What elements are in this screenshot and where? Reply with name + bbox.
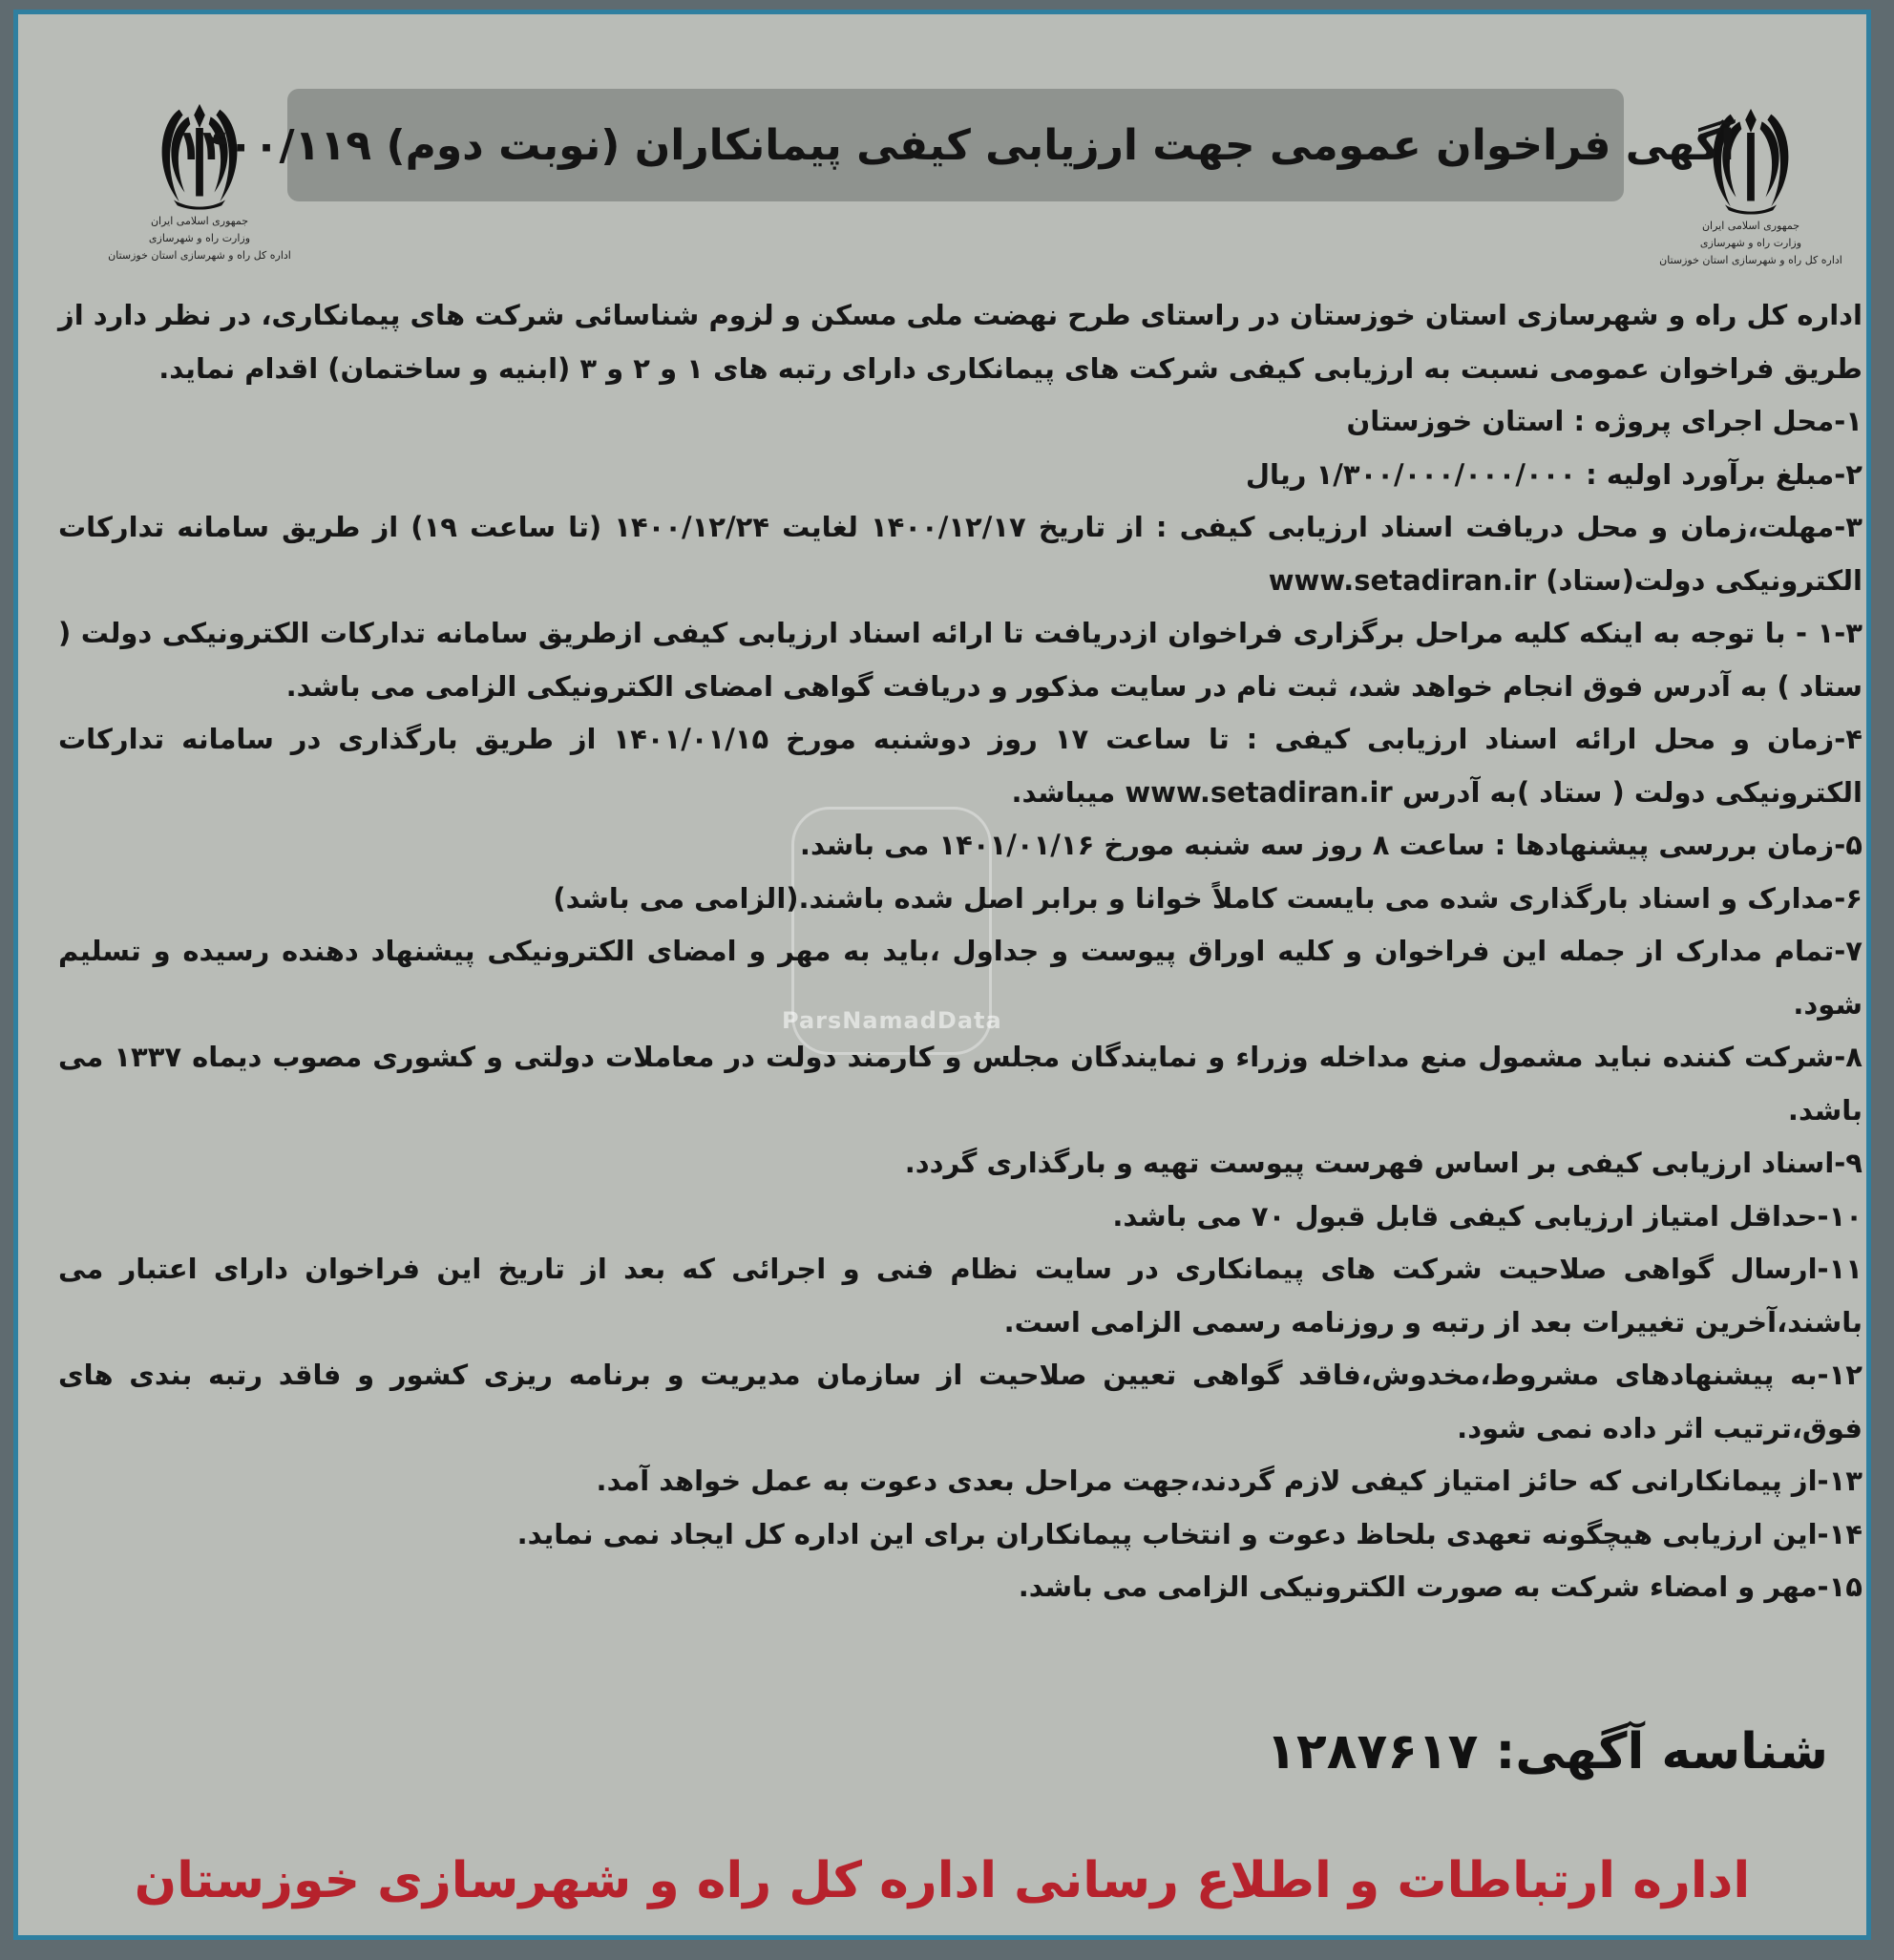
item-8: ۸-شرکت کننده نباید مشمول منع مداخله وزراء و نمایندگان مجلس و کارمند دولت در معاملات دولتی و کشوری مصوب دیماه ۱۳۳۷ می باشد. bbox=[58, 1041, 1862, 1127]
title-banner bbox=[177, 89, 1735, 201]
item-13: ۱۳-از پیمانکارانی که حائز امتیاز کیفی لازم گردند،جهت مراحل بعدی دعوت به عمل خواهد آمد. bbox=[596, 1465, 1862, 1497]
item-10: ۱۰-حداقل امتیاز ارزیابی کیفی قابل قبول ۷۰ می باشد. bbox=[1112, 1199, 1862, 1233]
emblem-right-caption-3: اداره کل راه و شهرسازی استان خوزستان bbox=[1659, 254, 1842, 266]
footer-publisher: اداره ارتباطات و اطلاع رسانی اداره کل راه و شهرسازی خوزستان bbox=[134, 1852, 1751, 1909]
emblem-right-caption-2: وزارت راه و شهرسازی bbox=[1699, 237, 1802, 249]
emblem-right-caption-1: جمهوری اسلامی ایران bbox=[1701, 220, 1800, 232]
item-9: ۹-اسناد ارزیابی کیفی بر اساس فهرست پیوست تهیه و بارگذاری گردد. bbox=[904, 1147, 1862, 1179]
item-7: ۷-تمام مدارک از جمله این فراخوان و کلیه اوراق پیوست و جداول ،باید به مهر و امضای الکترونیکی پیشنهاد دهنده رسیده و تسلیم شود. bbox=[58, 935, 1862, 1021]
announcement-title: آگهی فراخوان عمومی جهت ارزیابی کیفی پیمانکاران (نوبت دوم) ۱۴۰۰/۱۱۹ bbox=[177, 120, 1735, 170]
emblem-left-caption-3: اداره کل راه و شهرسازی استان خوزستان bbox=[108, 249, 291, 262]
announcement-body bbox=[58, 289, 1862, 1614]
intro-paragraph: اداره کل راه و شهرسازی استان خوزستان در راستای طرح نهضت ملی مسکن و لزوم شناسائی شرکت های پیمانکاری، در نظر دارد از طریق فراخوان عمومی نسبت به ارزیابی کیفی شرکت های پیمانکاری دارای رتبه های ۱ و ۲ و ۳ (ابنیه و ساختمان) اقدام نماید. bbox=[58, 299, 1862, 385]
item-14: ۱۴-این ارزیابی هیچگونه تعهدی بلحاظ دعوت و انتخاب پیمانکاران برای این اداره کل ایجاد نمی نماید. bbox=[516, 1517, 1862, 1550]
item-1: ۱-محل اجرای پروژه : استان خوزستان bbox=[1346, 405, 1862, 437]
item-2: ۲-مبلغ برآورد اولیه : ۱/۳۰۰/۰۰۰/۰۰۰/۰۰۰ ریال bbox=[1245, 457, 1862, 491]
item-4-text: ۴-زمان و محل ارائه اسناد ارزیابی کیفی : تا ساعت ۱۷ روز دوشنبه مورخ ۱۴۰۱/۰۱/۱۵ از طریق بارگذاری در سامانه تدارکات الکترونیکی دولت ( ستاد )به آدرس bbox=[58, 723, 1862, 809]
item-3-url: www.setadiran.ir bbox=[1268, 563, 1537, 597]
item-3 bbox=[58, 501, 1862, 607]
announcement-page bbox=[13, 10, 1871, 1940]
item-4-end: میباشد. bbox=[1011, 775, 1116, 809]
item-15: ۱۵-مهر و امضاء شرکت به صورت الکترونیکی الزامی می باشد. bbox=[1018, 1570, 1862, 1603]
emblem-left-caption-2: وزارت راه و شهرسازی bbox=[148, 232, 251, 244]
item-4 bbox=[58, 713, 1862, 819]
emblem-left-caption-1: جمهوری اسلامی ایران bbox=[150, 215, 249, 227]
item-3-text: ۳-مهلت،زمان و محل دریافت اسناد ارزیابی کیفی : از تاریخ ۱۴۰۰/۱۲/۱۷ لغایت ۱۴۰۰/۱۲/۲۴ (تا ساعت ۱۹) از طریق سامانه تدارکات الکترونیکی دولت(ستاد) bbox=[58, 511, 1862, 597]
item-4-url: www.setadiran.ir bbox=[1125, 775, 1393, 809]
ad-identifier: شناسه آگهی: ۱۲۸۷۶۱۷ bbox=[1266, 1723, 1828, 1781]
item-3-1: ۱-۳ - با توجه به اینکه کلیه مراحل برگزاری فراخوان ازدریافت تا ارائه اسناد ارزیابی کیفی ازطریق سامانه تدارکات الکترونیکی دولت ( ستاد ) به آدرس فوق انجام خواهد شد، ثبت نام در سایت مذکور و دریافت گواهی امضای الکترونیکی الزامی می باشد. bbox=[58, 617, 1862, 703]
item-6: ۶-مدارک و اسناد بارگذاری شده می بایست کاملاً خوانا و برابر اصل شده باشند.(الزامی می باشد) bbox=[553, 881, 1862, 915]
item-11: ۱۱-ارسال گواهی صلاحیت شرکت های پیمانکاری در سایت نظام فنی و اجرائی که بعد از تاریخ این فراخوان دارای اعتبار می باشند،آخرین تغییرات بعد از رتبه و روزنامه رسمی الزامی است. bbox=[58, 1253, 1862, 1338]
item-12: ۱۲-به پیشنهادهای مشروط،مخدوش،فاقد گواهی تعیین صلاحیت از سازمان مدیریت و برنامه ریزی کشور و فاقد رتبه بندی های فوق،ترتیب اثر داده نمی شود. bbox=[58, 1359, 1862, 1444]
watermark-text: ParsNamadData bbox=[782, 1007, 1002, 1034]
item-5: ۵-زمان بررسی پیشنهادها : ساعت ۸ روز سه شنبه مورخ ۱۴۰۱/۰۱/۱۶ می باشد. bbox=[799, 829, 1862, 861]
